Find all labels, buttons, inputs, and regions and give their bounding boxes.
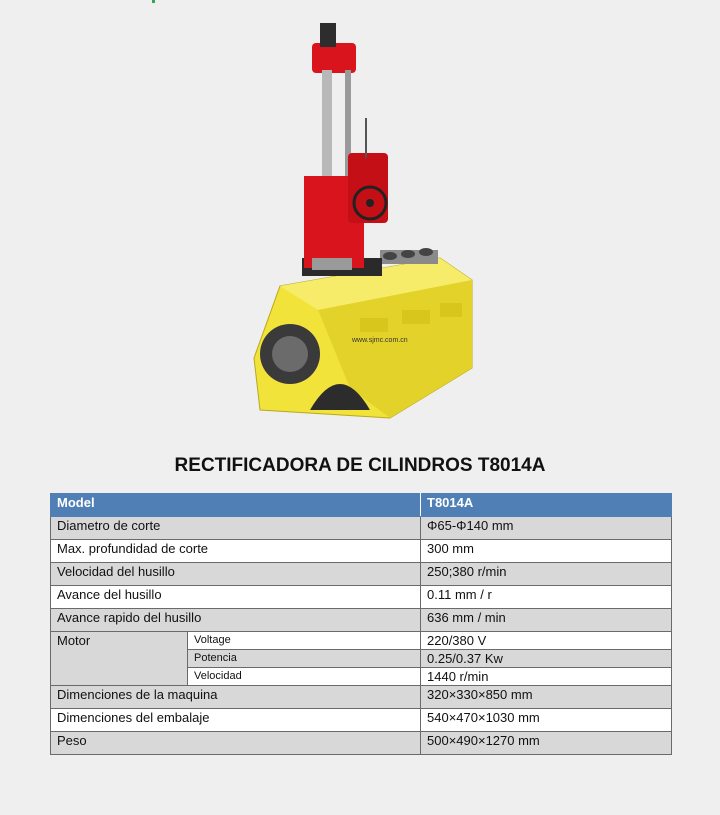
table-row (51, 540, 672, 563)
table-row (51, 709, 672, 732)
row-label: Avance rapido del husillo (51, 609, 421, 632)
row-value: 250;380 r/min (421, 563, 672, 586)
row-value: 540×470×1030 mm (421, 709, 672, 732)
corner-mark (152, 0, 155, 3)
row-label: Diametro de corte (51, 517, 421, 540)
row-label: Avance del husillo (51, 586, 421, 609)
page-title: RECTIFICADORA DE CILINDROS T8014A (174, 455, 546, 476)
spec-table (50, 493, 672, 755)
row-value: 500×490×1270 mm (421, 732, 672, 755)
machine-photo (240, 18, 490, 428)
boring-machine (302, 23, 388, 276)
row-value: Φ65-Φ140 mm (421, 517, 672, 540)
motor-sub-value: 0.25/0.37 Kw (421, 650, 672, 668)
header-model-value: T8014A (421, 494, 672, 517)
motor-label: Motor (51, 632, 188, 686)
motor-sub-label: Velocidad (188, 668, 421, 686)
motor-row (51, 632, 672, 650)
row-value: 0.11 mm / r (421, 586, 672, 609)
table-row (51, 563, 672, 586)
motor-sub-value: 220/380 V (421, 632, 672, 650)
table-row (51, 609, 672, 632)
row-label: Dimenciones del embalaje (51, 709, 421, 732)
motor-sub-label: Voltage (188, 632, 421, 650)
table-header-row (51, 494, 672, 517)
row-value: 320×330×850 mm (421, 686, 672, 709)
motor-sub-value: 1440 r/min (421, 668, 672, 686)
table-row (51, 517, 672, 540)
watermark: www.sjmc.com.cn (352, 337, 408, 344)
row-label: Max. profundidad de corte (51, 540, 421, 563)
row-label: Dimenciones de la maquina (51, 686, 421, 709)
row-value: 636 mm / min (421, 609, 672, 632)
table-row (51, 732, 672, 755)
row-value: 300 mm (421, 540, 672, 563)
motor-sub-label: Potencia (188, 650, 421, 668)
header-model-label: Model (51, 494, 421, 517)
table-row (51, 586, 672, 609)
row-label: Velocidad del husillo (51, 563, 421, 586)
row-label: Peso (51, 732, 421, 755)
table-row (51, 686, 672, 709)
